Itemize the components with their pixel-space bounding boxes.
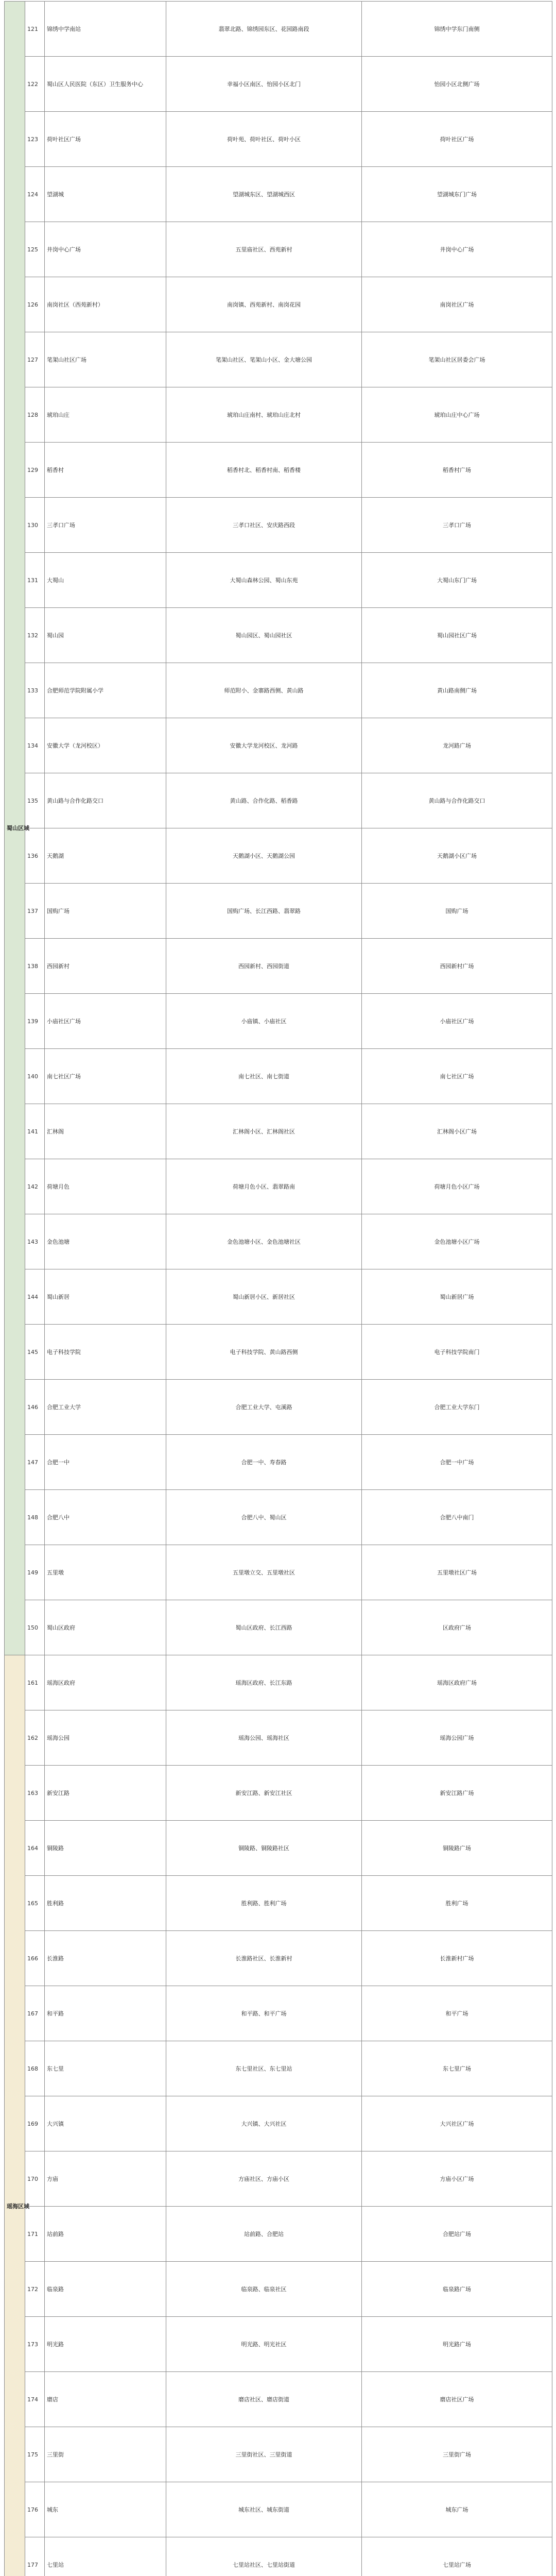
specific-location: 井岗中心广场 bbox=[362, 222, 552, 277]
point-name: 天鹅湖 bbox=[45, 828, 166, 884]
row-number: 169 bbox=[25, 2096, 45, 2151]
table-row bbox=[5, 1931, 552, 1986]
specific-location: 南七社区广场 bbox=[362, 1049, 552, 1104]
point-name: 临泉路 bbox=[45, 2262, 166, 2317]
coverage-range: 合肥一中、寿春路 bbox=[166, 1435, 362, 1490]
point-name: 站前路 bbox=[45, 2207, 166, 2262]
row-number: 137 bbox=[25, 884, 45, 939]
point-name: 东七里 bbox=[45, 2041, 166, 2096]
coverage-range: 稻香村北、稻香村南、稻香楼 bbox=[166, 443, 362, 498]
row-number: 161 bbox=[25, 1655, 45, 1710]
specific-location: 蜀山园社区广场 bbox=[362, 608, 552, 663]
coverage-range: 新安江路、新安江社区 bbox=[166, 1766, 362, 1821]
table-row bbox=[5, 884, 552, 939]
coverage-range: 合肥八中、蜀山区 bbox=[166, 1490, 362, 1545]
specific-location: 区政府广场 bbox=[362, 1600, 552, 1655]
row-number: 172 bbox=[25, 2262, 45, 2317]
coverage-range: 安徽大学龙河校区、龙河路 bbox=[166, 718, 362, 773]
coverage-range: 瑶海区政府、长江东路 bbox=[166, 1655, 362, 1710]
row-number: 146 bbox=[25, 1380, 45, 1435]
specific-location: 琥珀山庄中心广场 bbox=[362, 387, 552, 443]
specific-location: 荷塘月色小区广场 bbox=[362, 1159, 552, 1214]
table-row bbox=[5, 1435, 552, 1490]
coverage-range: 蜀山区政府、长江西路 bbox=[166, 1600, 362, 1655]
table-row bbox=[5, 1325, 552, 1380]
table-row bbox=[5, 2317, 552, 2372]
point-name: 三里街 bbox=[45, 2427, 166, 2482]
table-row bbox=[5, 57, 552, 112]
table-row bbox=[5, 2, 552, 57]
specific-location: 蜀山新居广场 bbox=[362, 1269, 552, 1325]
specific-location: 黄山路与合作化路交口 bbox=[362, 773, 552, 828]
coverage-range: 荷叶苑、荷叶社区、荷叶小区 bbox=[166, 112, 362, 167]
coverage-range: 汇林阁小区、汇林阁社区 bbox=[166, 1104, 362, 1159]
table-row bbox=[5, 994, 552, 1049]
row-number: 174 bbox=[25, 2372, 45, 2427]
point-name: 胜利路 bbox=[45, 1876, 166, 1931]
table-row bbox=[5, 939, 552, 994]
table-row bbox=[5, 1490, 552, 1545]
point-name: 国购广场 bbox=[45, 884, 166, 939]
row-number: 144 bbox=[25, 1269, 45, 1325]
point-name: 安徽大学（龙河校区） bbox=[45, 718, 166, 773]
point-name: 望湖城 bbox=[45, 167, 166, 222]
specific-location: 合肥工业大学东门 bbox=[362, 1380, 552, 1435]
specific-location: 西园新村广场 bbox=[362, 939, 552, 994]
document-sheet bbox=[4, 1, 552, 2576]
table-row bbox=[5, 167, 552, 222]
point-name: 笔架山社区广场 bbox=[45, 332, 166, 387]
point-name: 合肥师范学院附属小学 bbox=[45, 663, 166, 718]
point-name: 南七社区广场 bbox=[45, 1049, 166, 1104]
row-number: 167 bbox=[25, 1986, 45, 2041]
row-number: 143 bbox=[25, 1214, 45, 1269]
row-number: 149 bbox=[25, 1545, 45, 1600]
coverage-range: 翡翠北路、锦绣园东区、花园路南段 bbox=[166, 2, 362, 57]
table-row bbox=[5, 443, 552, 498]
specific-location: 龙河路广场 bbox=[362, 718, 552, 773]
coverage-range: 琥珀山庄南村、琥珀山庄北村 bbox=[166, 387, 362, 443]
specific-location: 小庙社区广场 bbox=[362, 994, 552, 1049]
coverage-range: 电子科技学院、黄山路西侧 bbox=[166, 1325, 362, 1380]
specific-location: 城东广场 bbox=[362, 2482, 552, 2537]
specific-location: 电子科技学院南门 bbox=[362, 1325, 552, 1380]
point-name: 磨店 bbox=[45, 2372, 166, 2427]
coverage-range: 和平路、和平广场 bbox=[166, 1986, 362, 2041]
point-name: 金色池塘 bbox=[45, 1214, 166, 1269]
table-row bbox=[5, 1876, 552, 1931]
table-row bbox=[5, 2427, 552, 2482]
table-row bbox=[5, 1766, 552, 1821]
specific-location: 方庙小区广场 bbox=[362, 2151, 552, 2207]
specific-location: 合肥八中南门 bbox=[362, 1490, 552, 1545]
table-row bbox=[5, 773, 552, 828]
coverage-range: 五里墩立交、五里墩社区 bbox=[166, 1545, 362, 1600]
point-name: 汇林阁 bbox=[45, 1104, 166, 1159]
row-number: 139 bbox=[25, 994, 45, 1049]
table-row bbox=[5, 1214, 552, 1269]
point-name: 锦绣中学南站 bbox=[45, 2, 166, 57]
specific-location: 三里街广场 bbox=[362, 2427, 552, 2482]
table-row bbox=[5, 222, 552, 277]
row-number: 168 bbox=[25, 2041, 45, 2096]
table-row bbox=[5, 1545, 552, 1600]
row-number: 176 bbox=[25, 2482, 45, 2537]
specific-location: 磨店社区广场 bbox=[362, 2372, 552, 2427]
point-name: 铜陵路 bbox=[45, 1821, 166, 1876]
specific-location: 瑶海公园广场 bbox=[362, 1710, 552, 1766]
row-number: 124 bbox=[25, 167, 45, 222]
specific-location: 国购广场 bbox=[362, 884, 552, 939]
table-row bbox=[5, 2207, 552, 2262]
row-number: 140 bbox=[25, 1049, 45, 1104]
point-name: 合肥工业大学 bbox=[45, 1380, 166, 1435]
specific-location: 大蜀山东门广场 bbox=[362, 553, 552, 608]
table-row bbox=[5, 2372, 552, 2427]
table-row bbox=[5, 2096, 552, 2151]
point-name: 稻香村 bbox=[45, 443, 166, 498]
row-number: 148 bbox=[25, 1490, 45, 1545]
point-name: 蜀山区政府 bbox=[45, 1600, 166, 1655]
point-name: 城东 bbox=[45, 2482, 166, 2537]
coverage-range: 金色池塘小区、金色池塘社区 bbox=[166, 1214, 362, 1269]
table-row bbox=[5, 1049, 552, 1104]
table-row bbox=[5, 1269, 552, 1325]
specific-location: 稻香村广场 bbox=[362, 443, 552, 498]
table-row bbox=[5, 112, 552, 167]
coverage-range: 蜀山新居小区、新居社区 bbox=[166, 1269, 362, 1325]
specific-location: 临泉路广场 bbox=[362, 2262, 552, 2317]
coverage-range: 天鹅湖小区、天鹅湖公园 bbox=[166, 828, 362, 884]
table-row bbox=[5, 498, 552, 553]
specific-location: 胜利广场 bbox=[362, 1876, 552, 1931]
specific-location: 瑶海区政府广场 bbox=[362, 1655, 552, 1710]
point-name: 七里站 bbox=[45, 2537, 166, 2576]
coverage-range: 五里庙社区、西苑新村 bbox=[166, 222, 362, 277]
specific-location: 黄山路南侧广场 bbox=[362, 663, 552, 718]
specific-location: 五里墩社区广场 bbox=[362, 1545, 552, 1600]
point-name: 瑶海区政府 bbox=[45, 1655, 166, 1710]
coverage-range: 大蜀山森林公园、蜀山东苑 bbox=[166, 553, 362, 608]
coverage-range: 西园新村、西园街道 bbox=[166, 939, 362, 994]
table-row bbox=[5, 2537, 552, 2576]
point-name: 新安江路 bbox=[45, 1766, 166, 1821]
table-row bbox=[5, 828, 552, 884]
table-row bbox=[5, 1600, 552, 1655]
point-name: 荷塘月色 bbox=[45, 1159, 166, 1214]
specific-location: 笔架山社区居委会广场 bbox=[362, 332, 552, 387]
row-number: 150 bbox=[25, 1600, 45, 1655]
specific-location: 荷叶社区广场 bbox=[362, 112, 552, 167]
table-row bbox=[5, 718, 552, 773]
coverage-range: 黄山路、合作化路、稻香路 bbox=[166, 773, 362, 828]
point-name: 合肥八中 bbox=[45, 1490, 166, 1545]
point-name: 蜀山区人民医院（东区）卫生服务中心 bbox=[45, 57, 166, 112]
specific-location: 合肥一中广场 bbox=[362, 1435, 552, 1490]
specific-location: 明光路广场 bbox=[362, 2317, 552, 2372]
specific-location: 怡园小区北侧广场 bbox=[362, 57, 552, 112]
row-number: 171 bbox=[25, 2207, 45, 2262]
point-name: 西园新村 bbox=[45, 939, 166, 994]
table-row bbox=[5, 1710, 552, 1766]
specific-location: 金色池塘小区广场 bbox=[362, 1214, 552, 1269]
point-name: 小庙社区广场 bbox=[45, 994, 166, 1049]
row-number: 126 bbox=[25, 277, 45, 332]
coverage-range: 南岗镇、西苑新村、南岗花园 bbox=[166, 277, 362, 332]
row-number: 128 bbox=[25, 387, 45, 443]
table-row bbox=[5, 1821, 552, 1876]
coverage-range: 站前路、合肥站 bbox=[166, 2207, 362, 2262]
district-cell: 瑶海区域 bbox=[5, 1655, 25, 2576]
specific-location: 东七里广场 bbox=[362, 2041, 552, 2096]
table-row bbox=[5, 332, 552, 387]
table-row bbox=[5, 2262, 552, 2317]
specific-location: 合肥站广场 bbox=[362, 2207, 552, 2262]
specific-location: 南岗社区广场 bbox=[362, 277, 552, 332]
district-cell: 蜀山区域 bbox=[5, 2, 25, 1655]
point-name: 大蜀山 bbox=[45, 553, 166, 608]
table-row bbox=[5, 1655, 552, 1710]
row-number: 123 bbox=[25, 112, 45, 167]
row-number: 122 bbox=[25, 57, 45, 112]
coverage-range: 大兴镇、大兴社区 bbox=[166, 2096, 362, 2151]
row-number: 138 bbox=[25, 939, 45, 994]
coverage-range: 东七里社区、东七里站 bbox=[166, 2041, 362, 2096]
point-name: 电子科技学院 bbox=[45, 1325, 166, 1380]
row-number: 132 bbox=[25, 608, 45, 663]
table-row bbox=[5, 2041, 552, 2096]
specific-location: 长淮新村广场 bbox=[362, 1931, 552, 1986]
row-number: 134 bbox=[25, 718, 45, 773]
row-number: 170 bbox=[25, 2151, 45, 2207]
row-number: 127 bbox=[25, 332, 45, 387]
row-number: 135 bbox=[25, 773, 45, 828]
point-name: 蜀山新居 bbox=[45, 1269, 166, 1325]
specific-location: 大兴社区广场 bbox=[362, 2096, 552, 2151]
specific-location: 天鹅湖小区广场 bbox=[362, 828, 552, 884]
point-name: 琥珀山庄 bbox=[45, 387, 166, 443]
specific-location: 望湖城东门广场 bbox=[362, 167, 552, 222]
coverage-range: 七里站社区、七里站街道 bbox=[166, 2537, 362, 2576]
table-row bbox=[5, 2482, 552, 2537]
table-row bbox=[5, 1104, 552, 1159]
point-name: 和平路 bbox=[45, 1986, 166, 2041]
point-name: 井岗中心广场 bbox=[45, 222, 166, 277]
row-number: 121 bbox=[25, 2, 45, 57]
table-row bbox=[5, 1986, 552, 2041]
specific-location: 三孝口广场 bbox=[362, 498, 552, 553]
row-number: 164 bbox=[25, 1821, 45, 1876]
point-name: 长淮路 bbox=[45, 1931, 166, 1986]
row-number: 131 bbox=[25, 553, 45, 608]
coverage-range: 合肥工业大学、屯溪路 bbox=[166, 1380, 362, 1435]
coverage-range: 三孝口社区、安庆路西段 bbox=[166, 498, 362, 553]
row-number: 173 bbox=[25, 2317, 45, 2372]
table-row bbox=[5, 387, 552, 443]
specific-location: 新安江路广场 bbox=[362, 1766, 552, 1821]
coverage-range: 南七社区、南七街道 bbox=[166, 1049, 362, 1104]
coverage-range: 国购广场、长江西路、翡翠路 bbox=[166, 884, 362, 939]
coverage-range: 临泉路、临泉社区 bbox=[166, 2262, 362, 2317]
row-number: 175 bbox=[25, 2427, 45, 2482]
coverage-range: 蜀山园区、蜀山园社区 bbox=[166, 608, 362, 663]
row-number: 147 bbox=[25, 1435, 45, 1490]
table-row bbox=[5, 553, 552, 608]
point-name: 蜀山园 bbox=[45, 608, 166, 663]
row-number: 133 bbox=[25, 663, 45, 718]
row-number: 141 bbox=[25, 1104, 45, 1159]
row-number: 165 bbox=[25, 1876, 45, 1931]
row-number: 136 bbox=[25, 828, 45, 884]
row-number: 142 bbox=[25, 1159, 45, 1214]
coverage-range: 铜陵路、铜陵路社区 bbox=[166, 1821, 362, 1876]
table-row bbox=[5, 1159, 552, 1214]
point-name: 明光路 bbox=[45, 2317, 166, 2372]
row-number: 162 bbox=[25, 1710, 45, 1766]
point-name: 五里墩 bbox=[45, 1545, 166, 1600]
point-name: 大兴镇 bbox=[45, 2096, 166, 2151]
coverage-range: 师范附小、金寨路西侧、黄山路 bbox=[166, 663, 362, 718]
specific-location: 汇林阁小区广场 bbox=[362, 1104, 552, 1159]
point-name: 三孝口广场 bbox=[45, 498, 166, 553]
table-row bbox=[5, 2151, 552, 2207]
coverage-range: 望湖城东区、望湖城西区 bbox=[166, 167, 362, 222]
row-number: 177 bbox=[25, 2537, 45, 2576]
table-row bbox=[5, 608, 552, 663]
row-number: 166 bbox=[25, 1931, 45, 1986]
coverage-range: 城东社区、城东街道 bbox=[166, 2482, 362, 2537]
coverage-range: 小庙镇、小庙社区 bbox=[166, 994, 362, 1049]
row-number: 163 bbox=[25, 1766, 45, 1821]
specific-location: 铜陵路广场 bbox=[362, 1821, 552, 1876]
coverage-range: 明光路、明光社区 bbox=[166, 2317, 362, 2372]
table-row bbox=[5, 277, 552, 332]
row-number: 129 bbox=[25, 443, 45, 498]
coverage-range: 瑶海公园、瑶海社区 bbox=[166, 1710, 362, 1766]
row-number: 130 bbox=[25, 498, 45, 553]
coverage-range: 方庙社区、方庙小区 bbox=[166, 2151, 362, 2207]
specific-location: 锦绣中学东门南侧 bbox=[362, 2, 552, 57]
data-table bbox=[4, 1, 552, 2576]
point-name: 荷叶社区广场 bbox=[45, 112, 166, 167]
point-name: 南岗社区（西苑新村） bbox=[45, 277, 166, 332]
point-name: 方庙 bbox=[45, 2151, 166, 2207]
coverage-range: 胜利路、胜利广场 bbox=[166, 1876, 362, 1931]
coverage-range: 荷塘月色小区、翡翠路南 bbox=[166, 1159, 362, 1214]
point-name: 黄山路与合作化路交口 bbox=[45, 773, 166, 828]
coverage-range: 长淮路社区、长淮新村 bbox=[166, 1931, 362, 1986]
coverage-range: 幸福小区南区、怡园小区北门 bbox=[166, 57, 362, 112]
point-name: 瑶海公园 bbox=[45, 1710, 166, 1766]
table-row bbox=[5, 1380, 552, 1435]
coverage-range: 磨店社区、磨店街道 bbox=[166, 2372, 362, 2427]
table-row bbox=[5, 663, 552, 718]
row-number: 125 bbox=[25, 222, 45, 277]
specific-location: 和平广场 bbox=[362, 1986, 552, 2041]
coverage-range: 三里街社区、三里街道 bbox=[166, 2427, 362, 2482]
row-number: 145 bbox=[25, 1325, 45, 1380]
specific-location: 七里站广场 bbox=[362, 2537, 552, 2576]
coverage-range: 笔架山社区、笔架山小区、金大塘公园 bbox=[166, 332, 362, 387]
point-name: 合肥一中 bbox=[45, 1435, 166, 1490]
